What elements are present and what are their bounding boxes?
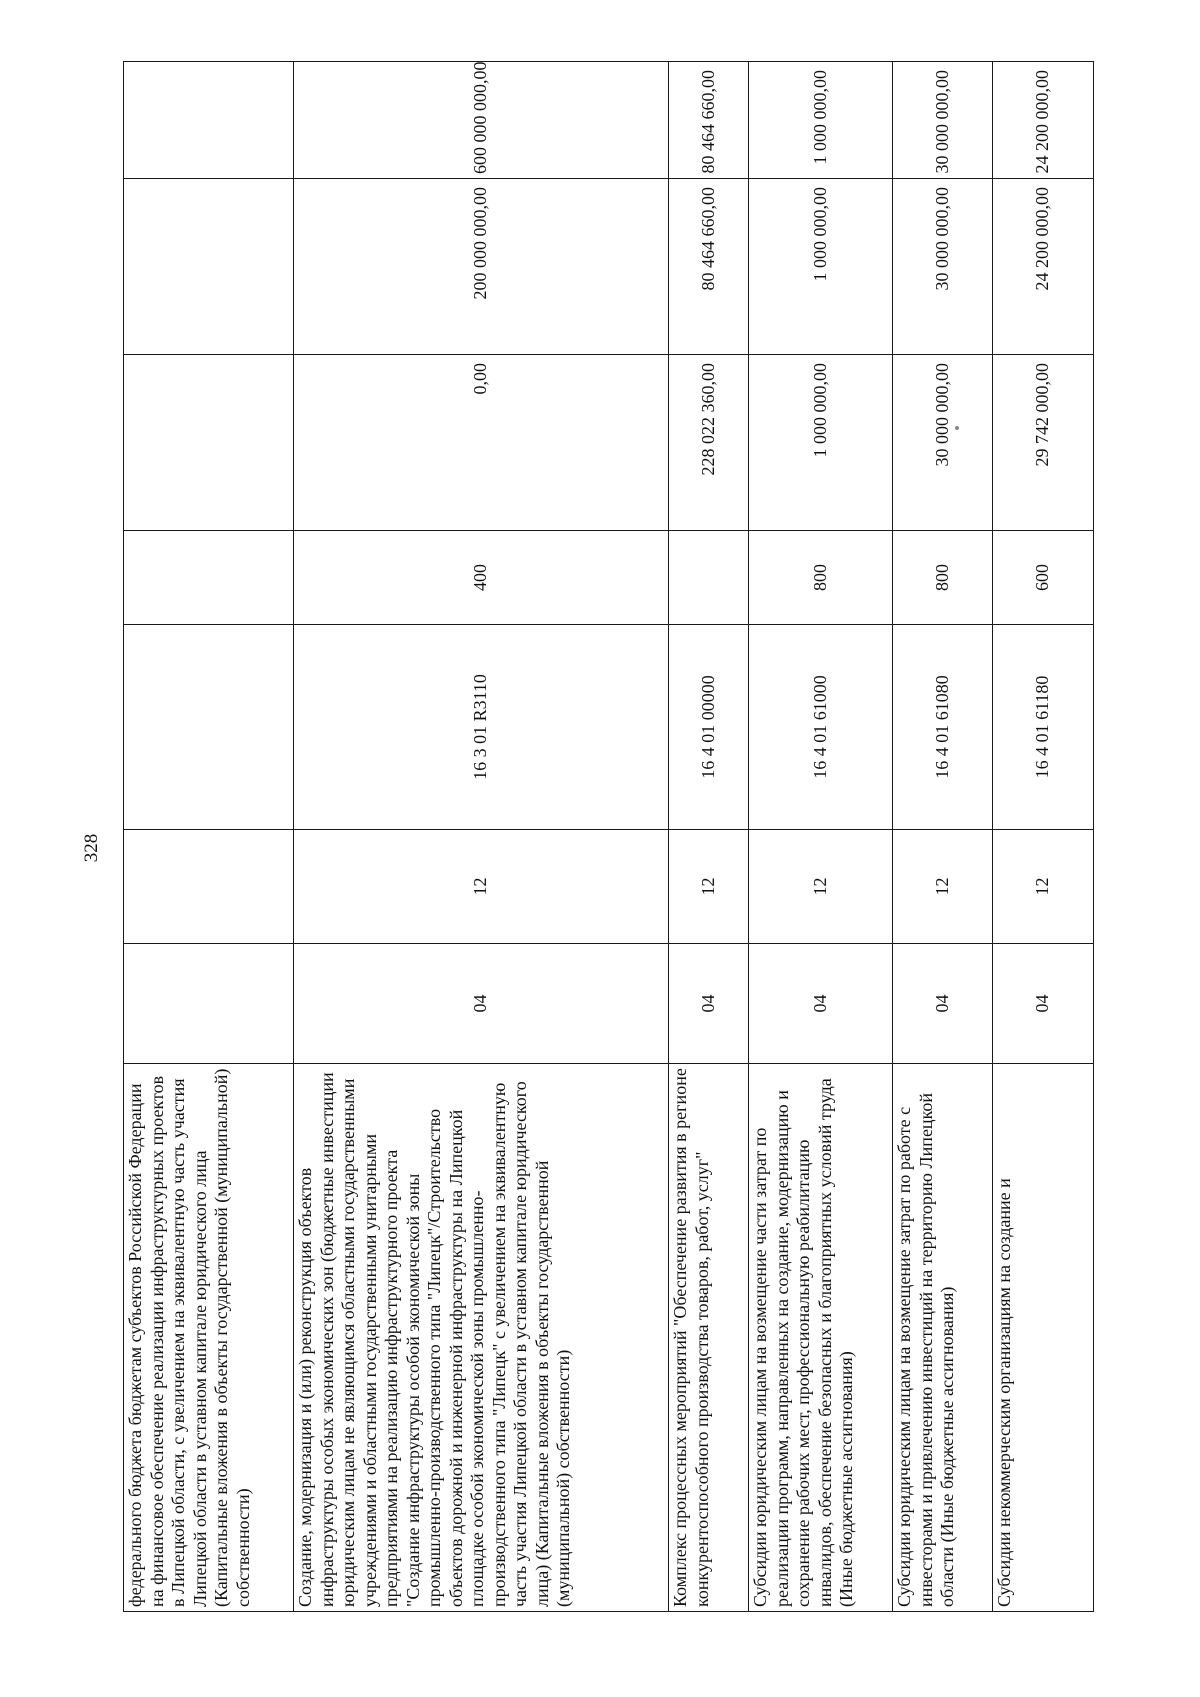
rotated-table-wrapper (123, 62, 1093, 1612)
amount-year-1: 0,00 (294, 355, 669, 531)
subsection-code (124, 830, 294, 944)
table-row (294, 62, 669, 1612)
section-code: 04 (749, 944, 893, 1064)
budget-table (123, 61, 1094, 1612)
amount-year-1: 30 000 000,00 (893, 355, 993, 531)
target-article-code: 16 4 01 61080 (893, 625, 993, 830)
subsection-code: 12 (993, 830, 1094, 944)
expense-type-code (124, 531, 294, 625)
target-article-code: 16 4 01 61000 (749, 625, 893, 830)
subsection-code: 12 (893, 830, 993, 944)
row-description: федерального бюджета бюджетам субъектов Российской Федерации на финансовое обеспечение реализации инфраструктурных проектов в Липецкой области, с увеличением на эквивалентную часть участия Липецкой области в уставном капитале юридического лица (Капитальные вложения в объекты государственной (муниципальной) собственности) (124, 1064, 294, 1612)
amount-year-1: 29 742 000,00 (993, 355, 1094, 531)
table-row (993, 62, 1094, 1612)
section-code (124, 944, 294, 1064)
section-code: 04 (893, 944, 993, 1064)
section-code: 04 (669, 944, 749, 1064)
amount-year-3: 24 200 000,00 (993, 62, 1094, 179)
amount-year-2: 1 000 000,00 (749, 179, 893, 355)
table-row (749, 62, 893, 1612)
amount-year-1 (124, 355, 294, 531)
amount-year-3: 80 464 660,00 (669, 62, 749, 179)
subsection-code: 12 (749, 830, 893, 944)
expense-type-code: 800 (893, 531, 993, 625)
amount-year-3 (124, 62, 294, 179)
table-row (893, 62, 993, 1612)
page-number: 328 (81, 833, 102, 863)
amount-year-2: 80 464 660,00 (669, 179, 749, 355)
amount-year-1: 228 022 360,00 (669, 355, 749, 531)
row-description: Субсидии некоммерческим организациям на создание и (993, 1064, 1094, 1612)
target-article-code: 16 3 01 R3110 (294, 625, 669, 830)
amount-year-2: 30 000 000,00 (893, 179, 993, 355)
amount-year-3: 1 000 000,00 (749, 62, 893, 179)
row-description: Создание, модернизация и (или) реконструкция объектов инфраструктуры особых экономических зон (бюджетные инвестиции юридическим лицам не являющимся областными государственными учреждениями и областными государственными унитарными предприятиями на реализацию инфраструктурного проекта "Создание инфраструктуры особой экономической зоны промышленно-производственного типа "Липецк"/Строительство объектов дорожной и инженерной инфраструктуры на Липецкой площадке особой экономической зоны промышленно-производственного типа "Липецк" с увеличением на эквивалентную часть участия Липецкой области в уставном капитале юридического лица) (Капитальные вложения в объекты государственной (муниципальной) собственности) (294, 1064, 669, 1612)
expense-type-code: 400 (294, 531, 669, 625)
scan-speck (955, 426, 959, 430)
expense-type-code (669, 531, 749, 625)
amount-year-3: 30 000 000,00 (893, 62, 993, 179)
row-description: Субсидии юридическим лицам на возмещение части затрат по реализации программ, направленных на создание, модернизацию и сохранение рабочих мест, профессиональную реабилитацию инвалидов, обеспечение безопасных и благоприятных условий труда (Иные бюджетные ассигнования) (749, 1064, 893, 1612)
target-article-code (124, 625, 294, 830)
section-code: 04 (294, 944, 669, 1064)
amount-year-2: 200 000 000,00 (294, 179, 669, 355)
subsection-code: 12 (294, 830, 669, 944)
table-row (124, 62, 294, 1612)
row-description: Комплекс процессных мероприятий "Обеспечение развития в регионе конкурентоспособного производства товаров, работ, услуг" (669, 1064, 749, 1612)
amount-year-1: 1 000 000,00 (749, 355, 893, 531)
amount-year-3: 600 000 000,00 (294, 62, 669, 179)
table-row (669, 62, 749, 1612)
target-article-code: 16 4 01 61180 (993, 625, 1094, 830)
expense-type-code: 600 (993, 531, 1094, 625)
target-article-code: 16 4 01 00000 (669, 625, 749, 830)
row-description: Субсидии юридическим лицам на возмещение затрат по работе с инвесторами и привлечению инвестиций на территорию Липецкой области (Иные бюджетные ассигнования) (893, 1064, 993, 1612)
amount-year-2 (124, 179, 294, 355)
subsection-code: 12 (669, 830, 749, 944)
amount-year-2: 24 200 000,00 (993, 179, 1094, 355)
section-code: 04 (993, 944, 1094, 1064)
expense-type-code: 800 (749, 531, 893, 625)
